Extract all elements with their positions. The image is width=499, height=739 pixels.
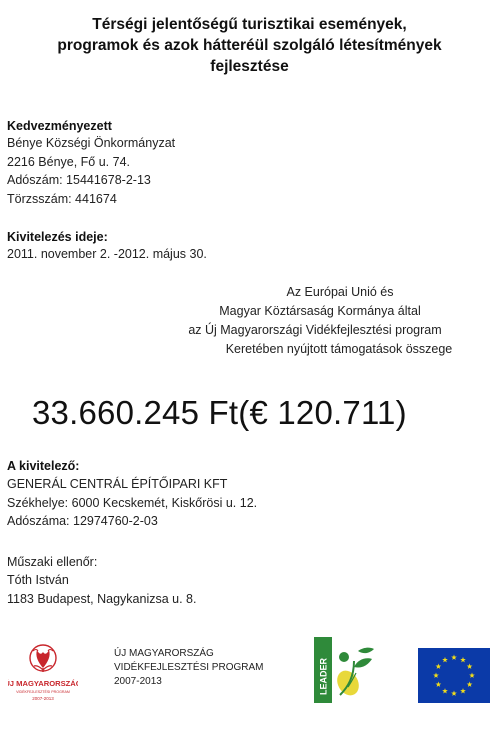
contractor-block <box>7 475 257 531</box>
beneficiary-label: Kedvezményezett <box>7 119 112 133</box>
program-line-3: 2007-2013 <box>114 676 162 687</box>
logo-title-text: ÚJ MAGYARORSZÁG <box>8 679 78 688</box>
inspector-address: 1183 Budapest, Nagykanizsa u. 8. <box>7 591 197 606</box>
eu-stars-icon <box>418 648 490 703</box>
program-line-1: ÚJ MAGYARORSZÁG <box>114 648 214 659</box>
eu-star-icon <box>436 664 442 669</box>
eu-star-icon <box>451 655 457 660</box>
eu-star-icon <box>442 657 448 662</box>
uj-magyarorszag-logo <box>8 642 78 710</box>
execution-period-value: 2011. november 2. -2012. május 30. <box>7 247 207 261</box>
eu-star-icon <box>433 673 439 678</box>
logo-subtitle-text: VIDÉKFEJLESZTÉSI PROGRAM <box>16 690 70 694</box>
eu-star-icon <box>469 673 475 678</box>
beneficiary-name: Bénye Községi Önkormányzat <box>7 136 176 150</box>
leader-logo <box>314 637 376 703</box>
beneficiary-address: 2216 Bénye, Fő u. 74. <box>7 154 131 169</box>
eu-star-icon <box>467 682 473 687</box>
logo-years-text: 2007-2013 <box>32 696 54 701</box>
support-line-1: Az Európai Unió és <box>286 285 394 299</box>
contractor-tax-number: Adószáma: 12974760-2-03 <box>7 514 158 528</box>
beneficiary-block <box>7 134 175 208</box>
program-line-2: VIDÉKFEJLESZTÉSI PROGRAM <box>114 662 264 673</box>
contractor-name: GENERÁL CENTRÁL ÉPÍTŐIPARI KFT <box>7 477 228 491</box>
execution-period-label: Kivitelezés ideje: <box>7 230 108 244</box>
inspector-block <box>7 571 196 608</box>
leader-text: LEADER <box>318 657 329 695</box>
contractor-label: A kivitelező: <box>7 459 80 473</box>
support-amount: 33.660.245 Ft(€ 120.711) <box>32 394 407 431</box>
support-line-2: Magyar Köztársaság Kormánya által <box>219 304 421 318</box>
beneficiary-registry-number: Törzsszám: 441674 <box>7 191 117 206</box>
eu-flag <box>418 648 490 703</box>
support-statement <box>130 283 470 359</box>
support-line-3: az Új Magyarországi Vidékfejlesztési program <box>188 323 442 337</box>
inspector-label: Műszaki ellenőr: <box>7 555 98 569</box>
support-line-4: Keretében nyújtott támogatások összege <box>225 342 453 356</box>
eu-star-icon <box>460 688 466 693</box>
contractor-seat: Székhelye: 6000 Kecskemét, Kiskőrösi u. 12. <box>7 495 258 510</box>
page-title <box>0 14 499 77</box>
leader-emblem-icon <box>314 637 376 703</box>
eu-star-icon <box>460 657 466 662</box>
inspector-name: Tóth István <box>7 573 69 587</box>
title-line-1: Térségi jelentőségű turisztikai események, <box>92 16 407 33</box>
beneficiary-tax-number: Adószám: 15441678-2-13 <box>7 173 151 187</box>
program-block <box>114 647 263 689</box>
eu-star-icon <box>451 691 457 696</box>
tulip-emblem-icon <box>8 642 78 710</box>
eu-star-icon <box>467 664 473 669</box>
title-line-2: programok és azok hátteréül szolgáló létesítmények <box>57 37 442 54</box>
eu-star-icon <box>436 682 442 687</box>
title-line-3: fejlesztése <box>210 58 289 75</box>
eu-star-icon <box>442 688 448 693</box>
